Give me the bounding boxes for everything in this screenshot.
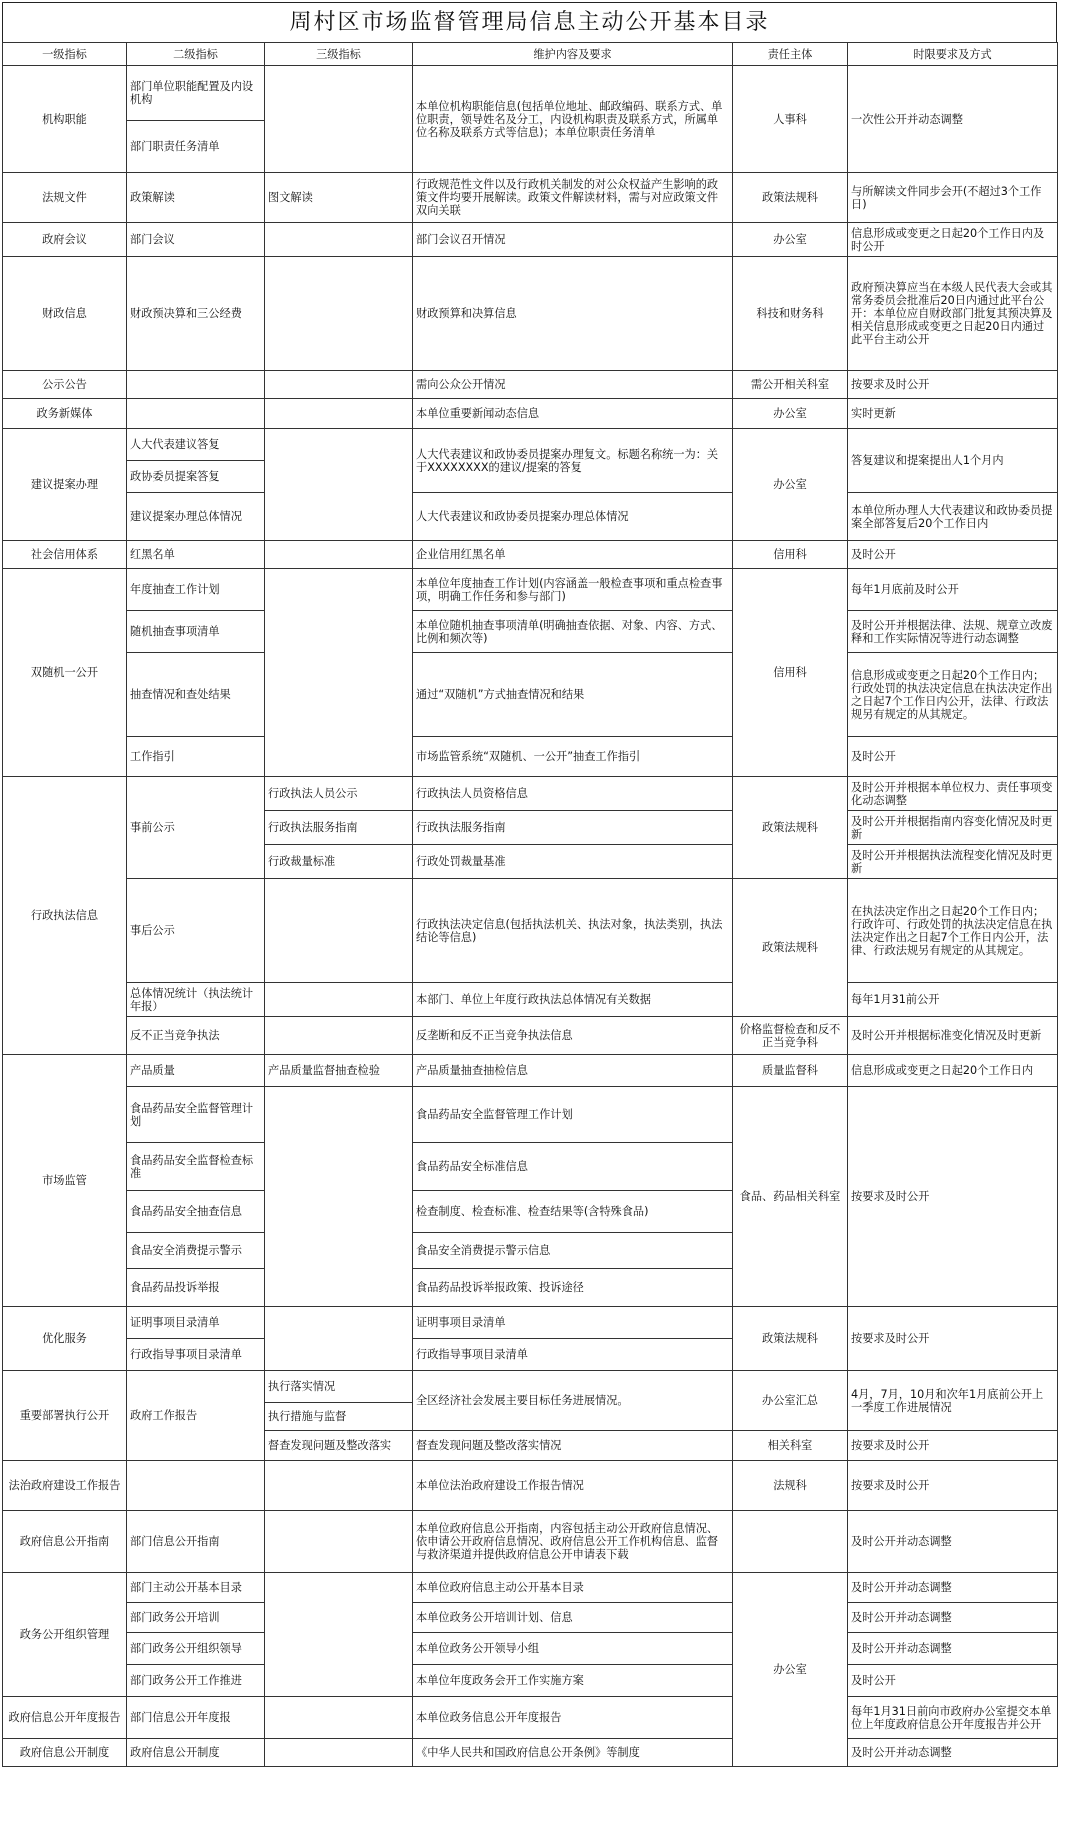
table-row [3, 173, 1058, 223]
table-cell: 产品质量 [127, 1055, 265, 1087]
table-cell: 相关科室 [733, 1431, 848, 1461]
table-row [3, 66, 1058, 121]
table-cell: 食品安全消费提示警示 [127, 1233, 265, 1269]
table-cell: 政府信息公开制度 [3, 1739, 127, 1767]
table-row [3, 257, 1058, 371]
table-cell: 政策法规科 [733, 879, 848, 1017]
table-cell: 办公室汇总 [733, 1371, 848, 1431]
table-row [3, 1087, 1058, 1143]
table-row [3, 569, 1058, 611]
table-cell: 答复建议和提案提出人1个月内 [848, 429, 1058, 493]
table-cell: 及时公开 [848, 541, 1058, 569]
table-cell: 通过“双随机”方式抽查情况和结果 [413, 653, 733, 737]
table-cell: 部门职责任务清单 [127, 121, 265, 173]
table-cell: 政府信息公开年度报告 [3, 1697, 127, 1739]
table-cell: 信息形成或变更之日起20个工作日内及时公开 [848, 223, 1058, 257]
table-cell: 每年1月底前及时公开 [848, 569, 1058, 611]
table-cell: 政策法规科 [733, 777, 848, 879]
table-cell: 政府工作报告 [127, 1371, 265, 1461]
table-cell: 食品、药品相关科室 [733, 1087, 848, 1307]
table-cell: 及时公开并根据指南内容变化情况及时更新 [848, 811, 1058, 845]
table-row [3, 1603, 1058, 1633]
table-cell: 政协委员提案答复 [127, 461, 265, 493]
table-cell: 随机抽查事项清单 [127, 611, 265, 653]
table-cell: 执行措施与监督 [265, 1403, 413, 1431]
table-cell: 行政执法人员资格信息 [413, 777, 733, 811]
table-cell: 与所解读文件同步会开(不超过3个工作日) [848, 173, 1058, 223]
table-cell: 价格监督检查和反不正当竞争科 [733, 1017, 848, 1055]
table-cell: 食品药品投诉举报 [127, 1269, 265, 1307]
table-cell: 政务新媒体 [3, 399, 127, 429]
table-cell [265, 1461, 413, 1511]
table-cell: 及时公开并动态调整 [848, 1739, 1058, 1767]
table-cell: 督查发现问题及整改落实 [265, 1431, 413, 1461]
column-header: 维护内容及要求 [413, 43, 733, 66]
table-cell: 部门单位职能配置及内设机构 [127, 66, 265, 121]
table-cell [265, 983, 413, 1017]
table-cell: 办公室 [733, 1573, 848, 1767]
table-header-row [3, 43, 1058, 66]
table-cell: 及时公开并动态调整 [848, 1633, 1058, 1665]
table-cell: 行政规范性文件以及行政机关制发的对公众权益产生影响的政策文件均要开展解读。政策文件解读材料，需与对应政策文件双向关联 [413, 173, 733, 223]
table-cell: 建议提案办理总体情况 [127, 493, 265, 541]
table-cell: 本单位重要新闻动态信息 [413, 399, 733, 429]
table-cell: 需公开相关科室 [733, 371, 848, 399]
table-row [3, 653, 1058, 737]
table-cell: 信息形成或变更之日起20个工作日内；行政处罚的执法决定信息在执法决定作出之日起7个工作日内公开，法律、行政法规另有规定的从其规定。 [848, 653, 1058, 737]
table-cell: 政府信息公开制度 [127, 1739, 265, 1767]
table-cell: 信息形成或变更之日起20个工作日内 [848, 1055, 1058, 1087]
table-cell: 及时公开并动态调整 [848, 1573, 1058, 1603]
table-cell: 及时公开并根据本单位权力、责任事项变化动态调整 [848, 777, 1058, 811]
table-cell: 食品安全消费提示警示信息 [413, 1233, 733, 1269]
table-cell: 公示公告 [3, 371, 127, 399]
table-cell: 政府信息公开指南 [3, 1511, 127, 1573]
table-row [3, 1055, 1058, 1087]
table-cell: 按要求及时公开 [848, 371, 1058, 399]
table-cell: 及时公开 [848, 1665, 1058, 1697]
table-cell: 社会信用体系 [3, 541, 127, 569]
table-cell: 行政执法服务指南 [265, 811, 413, 845]
table-cell: 法治政府建设工作报告 [3, 1461, 127, 1511]
table-cell: 产品质量监督抽查检验 [265, 1055, 413, 1087]
table-cell: 人事科 [733, 66, 848, 173]
table-cell [265, 66, 413, 173]
table-cell: 财政信息 [3, 257, 127, 371]
table-cell: 在执法决定作出之日起20个工作日内；行政许可、行政处罚的执法决定信息在执法决定作出之日起7个工作日内公开，法律、行政法规另有规定的从其规定。 [848, 879, 1058, 983]
table-cell: 本单位政府信息主动公开基本目录 [413, 1573, 733, 1603]
table-cell: 部门会议召开情况 [413, 223, 733, 257]
table-cell: 人大代表建议和政协委员提案办理复文。标题名称统一为：关于XXXXXXXX的建议/提案的答复 [413, 429, 733, 493]
table-cell: 及时公开并动态调整 [848, 1603, 1058, 1633]
document-page [2, 2, 1057, 1800]
table-cell: 及时公开 [848, 737, 1058, 777]
table-cell: 全区经济社会发展主要目标任务进展情况。 [413, 1371, 733, 1431]
column-header: 责任主体 [733, 43, 848, 66]
table-cell [265, 1697, 413, 1739]
table-cell: 建议提案办理 [3, 429, 127, 541]
column-header: 一级指标 [3, 43, 127, 66]
table-cell: 部门政务公开组织领导 [127, 1633, 265, 1665]
table-cell: 企业信用红黑名单 [413, 541, 733, 569]
table-cell: 督查发现问题及整改落实情况 [413, 1431, 733, 1461]
table-cell: 重要部署执行公开 [3, 1371, 127, 1461]
column-header: 时限要求及方式 [848, 43, 1058, 66]
table-cell: 及时公开并根据法律、法规、规章立改废释和工作实际情况等进行动态调整 [848, 611, 1058, 653]
table-cell: 本部门、单位上年度行政执法总体情况有关数据 [413, 983, 733, 1017]
table-cell: 办公室 [733, 223, 848, 257]
table-cell [733, 1511, 848, 1573]
table-cell: 每年1月31日前向市政府办公室提交本单位上年度政府信息公开年度报告并公开 [848, 1697, 1058, 1739]
table-cell: 本单位机构职能信息(包括单位地址、邮政编码、联系方式、单位职责，领导姓名及分工，内设机构职责及联系方式，所属单位名称及联系方式等信息)；本单位职责任务清单 [413, 66, 733, 173]
table-row [3, 1573, 1058, 1603]
table-cell: 法规科 [733, 1461, 848, 1511]
table-cell: 《中华人民共和国政府信息公开条例》等制度 [413, 1739, 733, 1767]
table-cell: 信用科 [733, 541, 848, 569]
table-row [3, 429, 1058, 461]
table-row [3, 493, 1058, 541]
table-cell: 食品药品安全监督管理计划 [127, 1087, 265, 1143]
table-cell: 政府会议 [3, 223, 127, 257]
table-cell: 行政执法人员公示 [265, 777, 413, 811]
table-row [3, 223, 1058, 257]
table-cell [265, 541, 413, 569]
table-cell [265, 223, 413, 257]
table-row [3, 1017, 1058, 1055]
table-cell: 事前公示 [127, 777, 265, 879]
table-cell: 4月，7月，10月和次年1月底前公开上一季度工作进展情况 [848, 1371, 1058, 1431]
table-cell: 政策法规科 [733, 173, 848, 223]
table-cell: 市场监管 [3, 1055, 127, 1307]
table-cell: 工作指引 [127, 737, 265, 777]
table-cell: 法规文件 [3, 173, 127, 223]
table-cell: 图文解读 [265, 173, 413, 223]
table-cell: 办公室 [733, 399, 848, 429]
table-cell: 总体情况统计（执法统计年报） [127, 983, 265, 1017]
table-cell: 部门政务公开培训 [127, 1603, 265, 1633]
table-row [3, 1739, 1058, 1767]
table-cell [265, 257, 413, 371]
table-cell [127, 399, 265, 429]
table-cell: 部门主动公开基本目录 [127, 1573, 265, 1603]
table-row [3, 1697, 1058, 1739]
table-cell: 反不正当竞争执法 [127, 1017, 265, 1055]
table-cell: 办公室 [733, 429, 848, 541]
table-cell: 及时公开并根据标准变化情况及时更新 [848, 1017, 1058, 1055]
table-cell: 部门信息公开指南 [127, 1511, 265, 1573]
table-cell: 抽查情况和查处结果 [127, 653, 265, 737]
table-cell: 本单位政务公开领导小组 [413, 1633, 733, 1665]
table-cell: 本单位随机抽查事项清单(明确抽查依据、对象、内容、方式、比例和频次等) [413, 611, 733, 653]
table-cell: 证明事项目录清单 [413, 1307, 733, 1339]
table-cell [127, 371, 265, 399]
table-cell: 按要求及时公开 [848, 1461, 1058, 1511]
table-cell [265, 569, 413, 777]
table-cell: 政策法规科 [733, 1307, 848, 1371]
table-cell [265, 1017, 413, 1055]
table-cell: 优化服务 [3, 1307, 127, 1371]
table-cell: 行政裁量标准 [265, 845, 413, 879]
table-row [3, 1511, 1058, 1573]
column-header: 二级指标 [127, 43, 265, 66]
table-cell [265, 1087, 413, 1307]
table-row [3, 371, 1058, 399]
table-cell: 年度抽查工作计划 [127, 569, 265, 611]
table-cell: 行政执法服务指南 [413, 811, 733, 845]
table-cell: 政策解读 [127, 173, 265, 223]
table-row [3, 879, 1058, 983]
table-cell: 证明事项目录清单 [127, 1307, 265, 1339]
table-row [3, 737, 1058, 777]
table-row [3, 777, 1058, 811]
catalog-table [2, 42, 1058, 1767]
table-cell: 行政指导事项目录清单 [413, 1339, 733, 1371]
table-cell: 食品药品投诉举报政策、投诉途径 [413, 1269, 733, 1307]
table-cell [265, 1511, 413, 1573]
table-cell: 红黑名单 [127, 541, 265, 569]
table-row [3, 1633, 1058, 1665]
table-row [3, 1371, 1058, 1403]
table-cell: 按要求及时公开 [848, 1087, 1058, 1307]
table-cell: 行政执法信息 [3, 777, 127, 1055]
table-cell: 食品药品安全监督管理工作计划 [413, 1087, 733, 1143]
table-cell: 按要求及时公开 [848, 1431, 1058, 1461]
table-cell [265, 1739, 413, 1767]
table-cell: 部门政务公开工作推进 [127, 1665, 265, 1697]
table-cell: 产品质量抽查抽检信息 [413, 1055, 733, 1087]
table-row [3, 983, 1058, 1017]
table-cell: 行政执法决定信息(包括执法机关、执法对象，执法类别，执法结论等信息) [413, 879, 733, 983]
table-cell: 每年1月31前公开 [848, 983, 1058, 1017]
table-cell [265, 879, 413, 983]
column-header: 三级指标 [265, 43, 413, 66]
table-cell: 市场监管系统“双随机、一公开”抽查工作指引 [413, 737, 733, 777]
table-cell: 本单位政府信息公开指南，内容包括主动公开政府信息情况、依申请公开政府信息情况、政府信息公开工作机构信息、监督与救济渠道并提供政府信息公开申请表下载 [413, 1511, 733, 1573]
table-row [3, 1665, 1058, 1697]
table-cell: 双随机一公开 [3, 569, 127, 777]
table-cell: 人大代表建议答复 [127, 429, 265, 461]
table-cell: 实时更新 [848, 399, 1058, 429]
table-cell: 行政指导事项目录清单 [127, 1339, 265, 1371]
table-cell: 本单位年度抽查工作计划(内容涵盖一般检查事项和重点检查事项，明确工作任务和参与部门) [413, 569, 733, 611]
table-cell: 食品药品安全监督检查标准 [127, 1143, 265, 1191]
table-cell: 行政处罚裁量基准 [413, 845, 733, 879]
table-cell: 本单位政务公开培训计划、信息 [413, 1603, 733, 1633]
table-cell: 信用科 [733, 569, 848, 777]
table-cell [265, 371, 413, 399]
table-cell: 部门会议 [127, 223, 265, 257]
table-cell: 质量监督科 [733, 1055, 848, 1087]
table-cell [265, 1307, 413, 1371]
table-cell: 本单位法治政府建设工作报告情况 [413, 1461, 733, 1511]
table-cell: 政府预决算应当在本级人民代表大会或其常务委员会批准后20日内通过此平台公开：本单位应自财政部门批复其预决算及相关信息形成或变更之日起20日内通过此平台主动公开 [848, 257, 1058, 371]
table-cell [127, 1461, 265, 1511]
table-cell: 执行落实情况 [265, 1371, 413, 1403]
table-row [3, 399, 1058, 429]
table-cell: 机构职能 [3, 66, 127, 173]
table-cell [265, 1573, 413, 1697]
table-cell: 政务公开组织管理 [3, 1573, 127, 1697]
table-cell: 人大代表建议和政协委员提案办理总体情况 [413, 493, 733, 541]
table-cell: 按要求及时公开 [848, 1307, 1058, 1371]
table-cell [265, 429, 413, 541]
table-row [3, 1307, 1058, 1339]
table-cell: 需向公众公开情况 [413, 371, 733, 399]
table-row [3, 1461, 1058, 1511]
table-row [3, 611, 1058, 653]
table-body [3, 66, 1058, 1767]
table-cell: 检查制度、检查标准、检查结果等(含特殊食品) [413, 1191, 733, 1233]
table-cell: 及时公开并动态调整 [848, 1511, 1058, 1573]
table-cell: 食品药品安全抽查信息 [127, 1191, 265, 1233]
table-cell: 财政预算和决算信息 [413, 257, 733, 371]
table-cell: 反垄断和反不正当竞争执法信息 [413, 1017, 733, 1055]
table-cell [265, 399, 413, 429]
table-cell: 财政预决算和三公经费 [127, 257, 265, 371]
table-cell: 一次性公开并动态调整 [848, 66, 1058, 173]
table-cell: 事后公示 [127, 879, 265, 983]
table-cell: 本单位政务信息公开年度报告 [413, 1697, 733, 1739]
table-cell: 部门信息公开年度报 [127, 1697, 265, 1739]
table-row [3, 541, 1058, 569]
table-cell: 科技和财务科 [733, 257, 848, 371]
table-cell: 本单位年度政务会开工作实施方案 [413, 1665, 733, 1697]
table-cell: 及时公开并根据执法流程变化情况及时更新 [848, 845, 1058, 879]
table-cell: 食品药品安全标准信息 [413, 1143, 733, 1191]
table-cell: 本单位所办理人大代表建议和政协委员提案全部答复后20个工作日内 [848, 493, 1058, 541]
document-title: 周村区市场监督管理局信息主动公开基本目录 [2, 2, 1057, 42]
